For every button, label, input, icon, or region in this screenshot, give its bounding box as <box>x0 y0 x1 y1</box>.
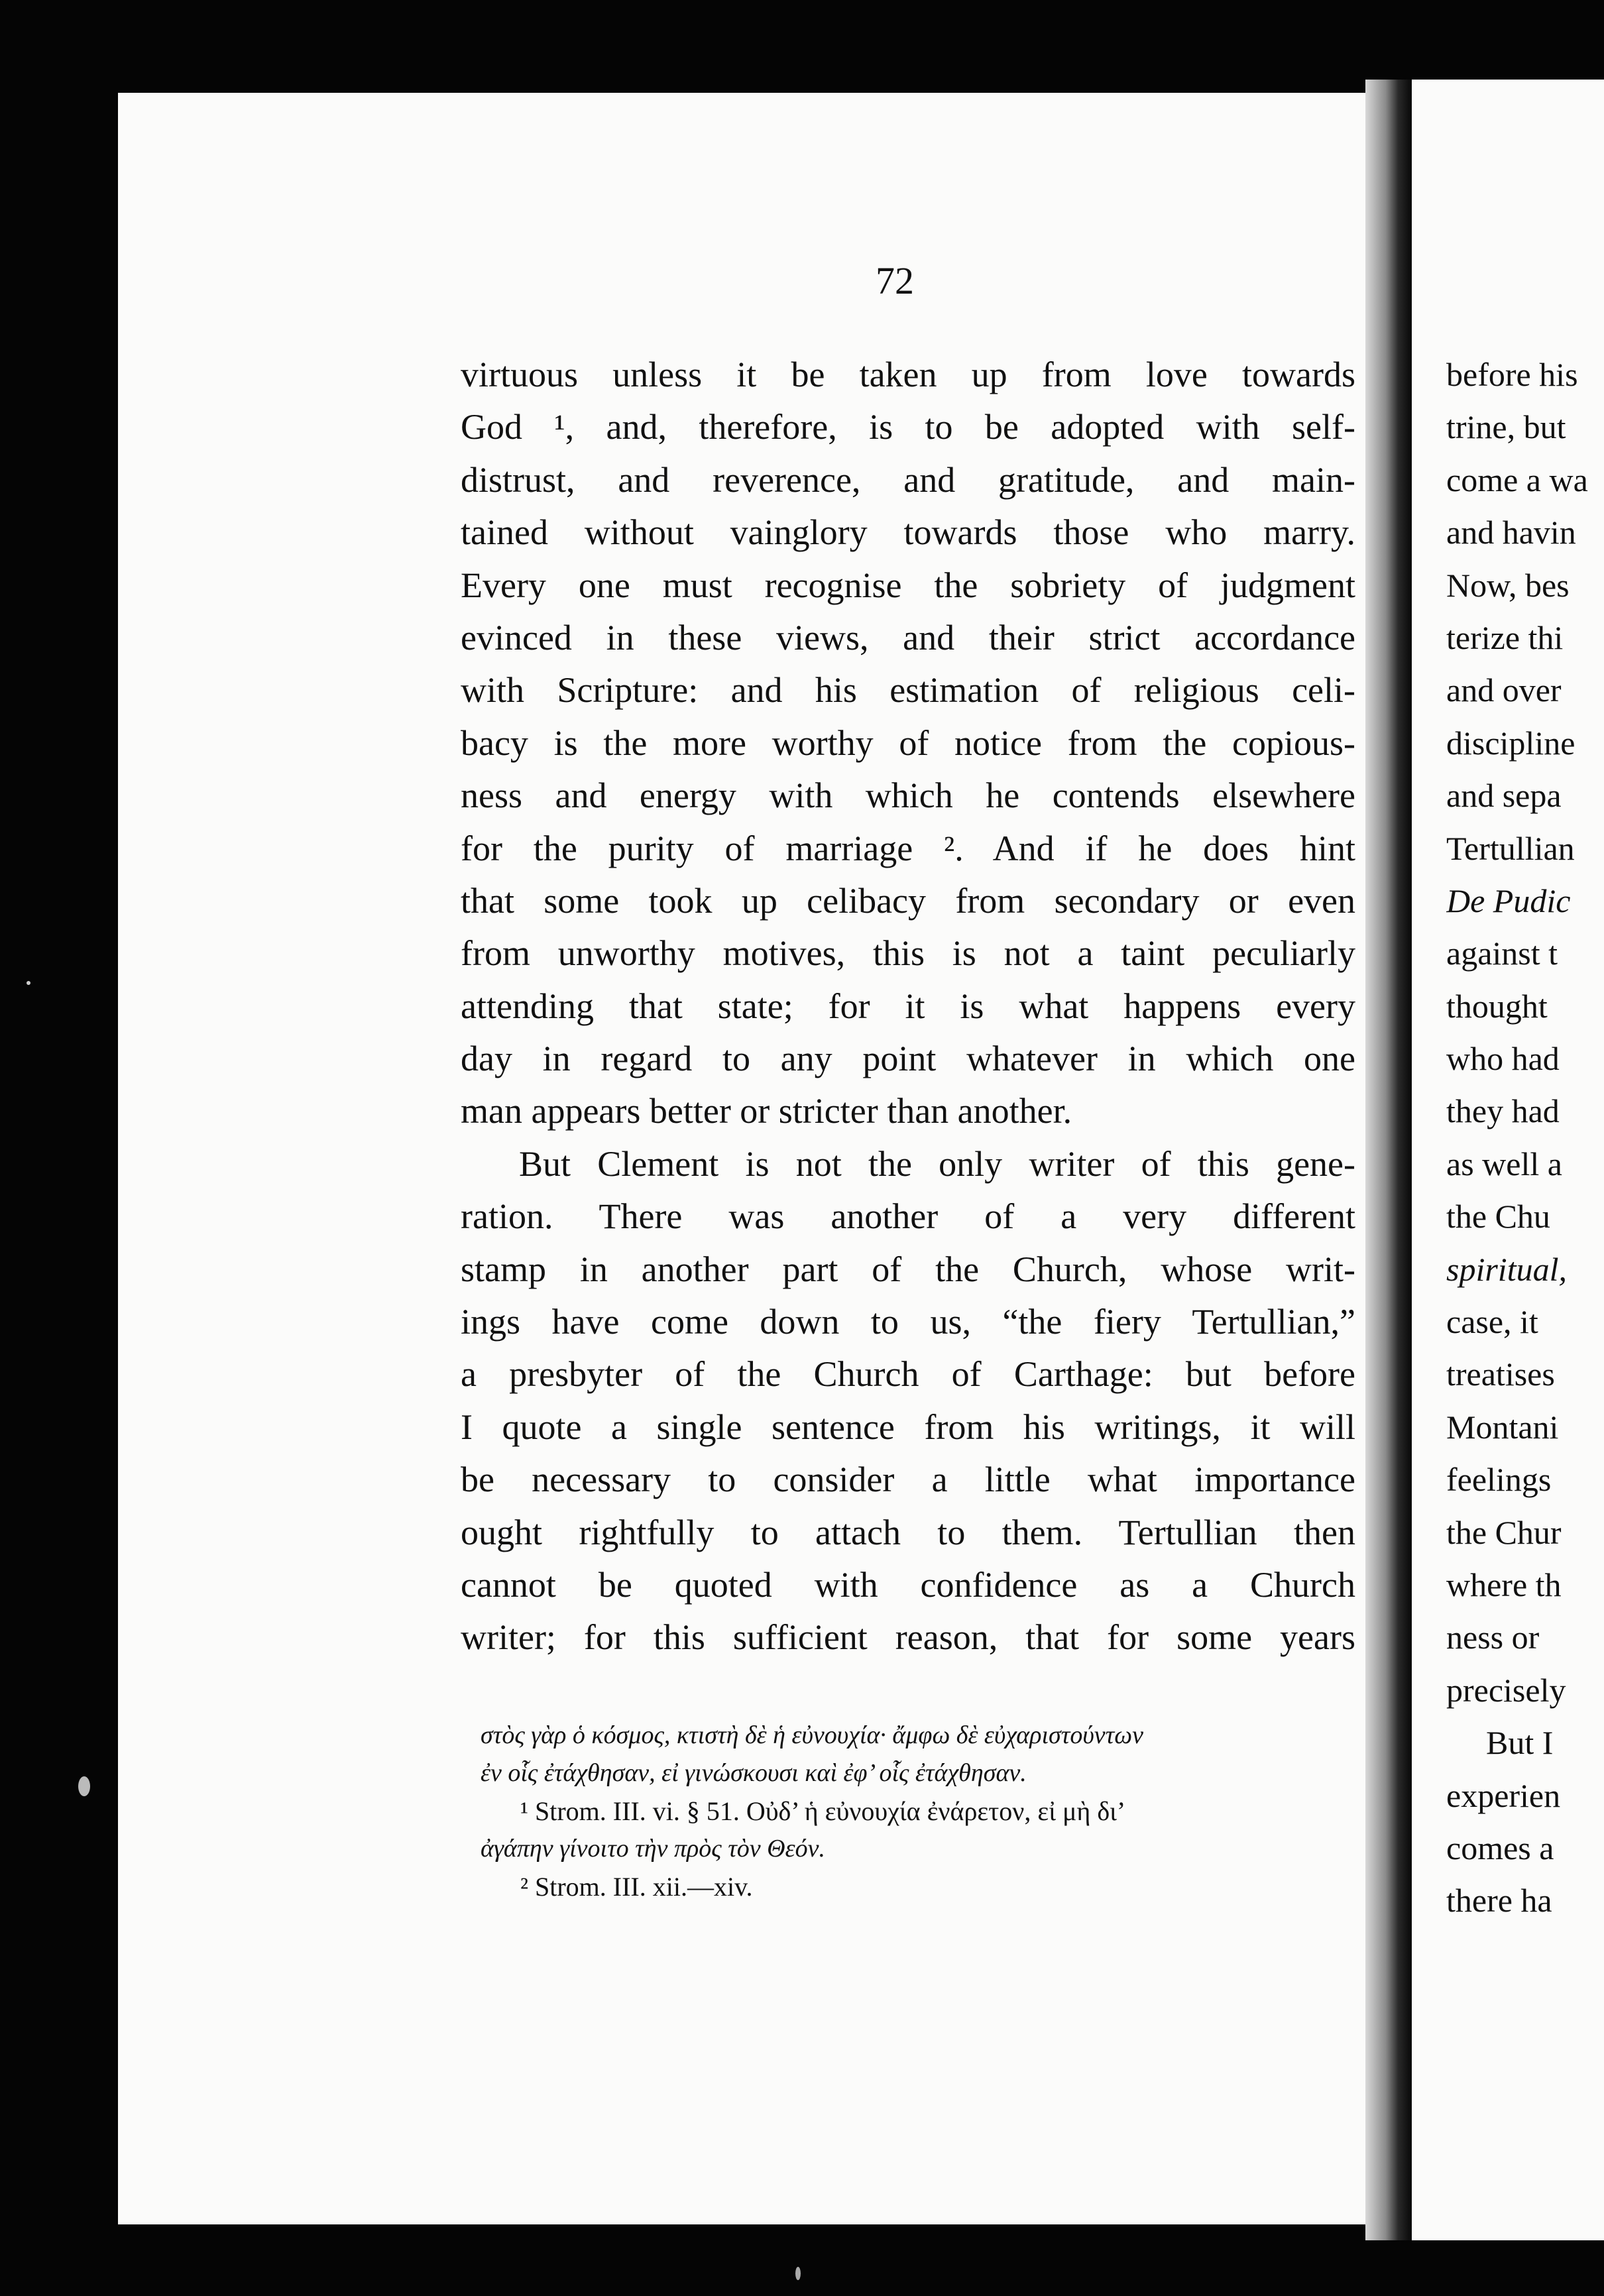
main-text <box>461 349 1355 1664</box>
text-line: that some took up celibacy from secondary or even <box>461 880 1355 921</box>
facing-text-line: as well a <box>1446 1145 1562 1182</box>
text-line: be necessary to consider a little what importance <box>461 1460 1355 1500</box>
text-line: distrust, and reverence, and gratitude, and main- <box>461 459 1355 500</box>
facing-text-line: Now, bes <box>1446 566 1570 604</box>
facing-text-line: treatises <box>1446 1355 1555 1393</box>
footnote-line: στὸς γὰρ ὁ κόσμος, κτιστὴ δὲ ἡ εὐνουχία· ἄμφω δὲ εὐχαριστούντων <box>481 1721 1143 1749</box>
facing-text-line: case, it <box>1446 1303 1538 1341</box>
facing-text-line: ness or <box>1446 1619 1540 1656</box>
text-line: bacy is the more worthy of notice from the copious- <box>461 722 1355 763</box>
text-line: Every one must recognise the sobriety of judgment <box>461 565 1355 605</box>
text-line: ought rightfully to attach to them. Tertullian then <box>461 1512 1355 1552</box>
footnote-line: ¹ Strom. III. vi. § 51. Οὐδ’ ἡ εὐνουχία ἐνάρετον, εἰ μὴ δι’ <box>520 1796 1126 1826</box>
facing-text-line: and over <box>1446 671 1562 709</box>
text-line: ration. There was another of a very different <box>461 1196 1355 1237</box>
text-line: ings have come down to us, “the fiery Tertullian,” <box>461 1302 1355 1342</box>
facing-text-line: and sepa <box>1446 777 1562 815</box>
facing-text-line: where th <box>1446 1566 1562 1603</box>
text-line: man appears better or stricter than another. <box>461 1091 1072 1131</box>
facing-text-line: thought <box>1446 987 1548 1025</box>
footnote-line: ἀγάπην γίνοιτο τὴν πρὸς τὸν Θεόν. <box>481 1835 825 1863</box>
facing-text-line: against t <box>1446 935 1558 972</box>
text-line: from unworthy motives, this is not a taint peculiarly <box>461 933 1355 974</box>
facing-text-line: the Chu <box>1446 1198 1550 1235</box>
scan-speck <box>27 981 30 985</box>
text-line: virtuous unless it be taken up from love towards <box>461 355 1355 394</box>
footnote-line: ἐν οἷς ἐτάχθησαν, εἰ γινώσκουσι καὶ ἐφ’ οἷς ἐτάχθησαν. <box>481 1759 1027 1787</box>
facing-page-text <box>1446 349 1604 1927</box>
facing-text-line: But I <box>1486 1724 1554 1762</box>
footnote-line: ² Strom. III. xii.—xiv. <box>520 1872 753 1902</box>
facing-text-line: Montani <box>1446 1408 1559 1446</box>
facing-text-line: terize thi <box>1446 618 1564 656</box>
facing-text-line: comes a <box>1446 1829 1554 1866</box>
facing-text-line: trine, but <box>1446 408 1566 446</box>
facing-text-line: who had <box>1446 1040 1560 1078</box>
text-line: attending that state; for it is what happens every <box>461 986 1355 1026</box>
text-line: day in regard to any point whatever in which one <box>461 1039 1355 1079</box>
scan-speck <box>78 1776 90 1796</box>
facing-text-line: precisely <box>1446 1671 1566 1709</box>
text-line: tained without vainglory towards those who marry. <box>461 512 1355 553</box>
text-line: cannot be quoted with confidence as a Church <box>461 1564 1355 1605</box>
text-line: I quote a single sentence from his writings, it will <box>461 1406 1355 1447</box>
scan-speck <box>795 2267 801 2280</box>
facing-text-line: spiritual, <box>1446 1250 1567 1288</box>
text-line: But Clement is not the only writer of this gene- <box>519 1143 1355 1184</box>
text-line: writer; for this sufficient reason, that for some years <box>461 1617 1355 1658</box>
facing-text-line: come a wa <box>1446 461 1588 498</box>
text-line: evinced in these views, and their strict accordance <box>461 617 1355 658</box>
facing-text-line: before his <box>1446 356 1578 393</box>
facing-text-line: feelings <box>1446 1461 1552 1499</box>
text-line: stamp in another part of the Church, whose writ- <box>461 1249 1355 1289</box>
facing-text-line: the Chur <box>1446 1513 1562 1551</box>
facing-text-line: and havin <box>1446 514 1576 551</box>
text-line: a presbyter of the Church of Carthage: but before <box>461 1354 1355 1395</box>
text-line: with Scripture: and his estimation of religious celi- <box>461 670 1355 711</box>
footnotes <box>481 1717 1355 1906</box>
facing-text-line: Tertullian <box>1446 829 1575 867</box>
text-line: ness and energy with which he contends elsewhere <box>461 775 1355 816</box>
facing-text-line: they had <box>1446 1092 1560 1130</box>
facing-text-line: De Pudic <box>1446 882 1571 919</box>
text-line: God ¹, and, therefore, is to be adopted with self- <box>461 407 1355 447</box>
facing-text-line: experien <box>1446 1776 1561 1814</box>
page-number: 72 <box>876 259 914 302</box>
facing-text-line: there ha <box>1446 1882 1552 1920</box>
text-line: for the purity of marriage ². And if he does hint <box>461 828 1355 868</box>
facing-text-line: discipline <box>1446 724 1575 762</box>
